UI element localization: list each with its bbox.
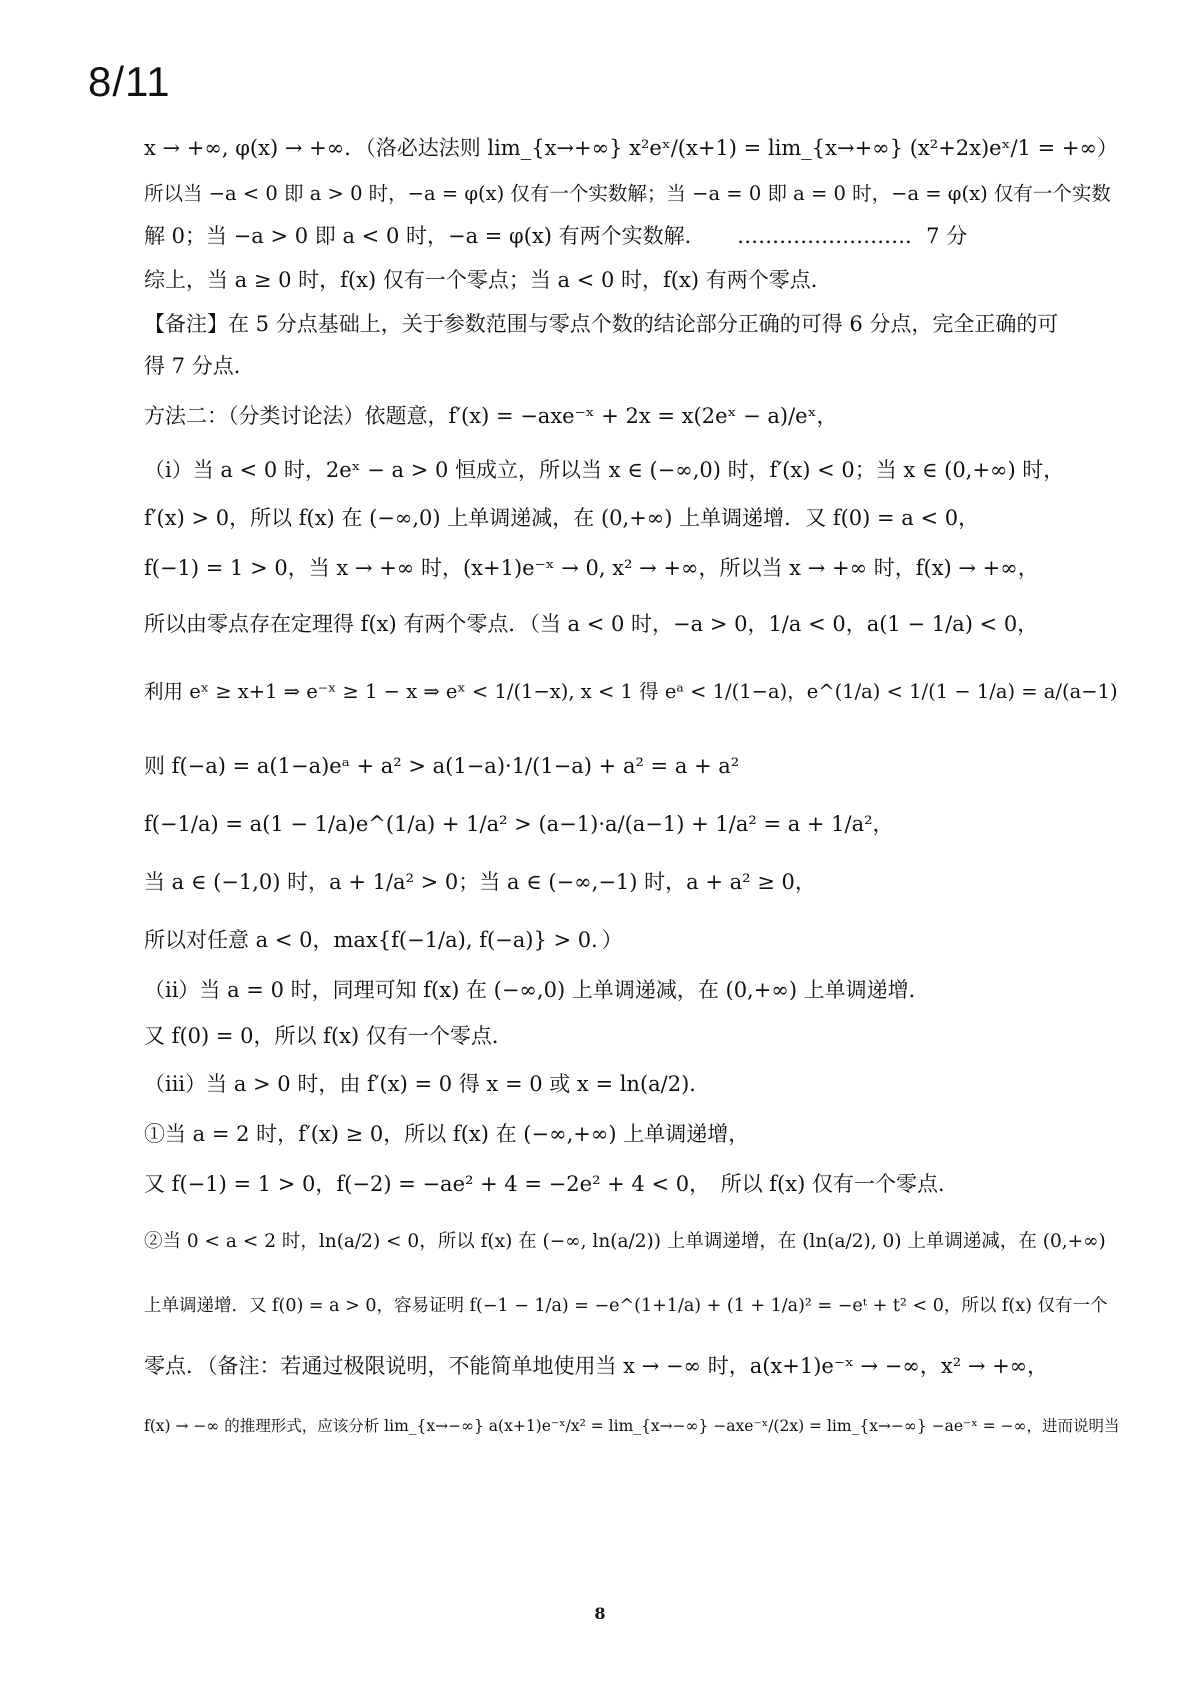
- text-line: f(x) → −∞ 的推理形式，应该分析 lim_{x→−∞} a(x+1)e⁻ˣ/x² = lim_{x→−∞} −axe⁻ˣ/(2x) = lim_{x→−∞} −ae⁻ˣ = −∞，进而说明当: [144, 1417, 1120, 1435]
- text-line: 零点．（备注：若通过极限说明，不能简单地使用当 x → −∞ 时，a(x+1)e⁻ˣ → −∞，x² → +∞，: [144, 1354, 1049, 1378]
- text-line: 解 0；当 −a > 0 即 a < 0 时，−a = φ(x) 有两个实数解． ……………………．7 分: [144, 224, 968, 248]
- page-number: 8: [594, 1604, 606, 1623]
- text-line: 又 f(−1) = 1 > 0，f(−2) = −ae² + 4 = −2e² + 4 < 0， 所以 f(x) 仅有一个零点．: [144, 1172, 959, 1196]
- text-line: （iii）当 a > 0 时，由 f′(x) = 0 得 x = 0 或 x = ln(a/2)．: [144, 1072, 711, 1096]
- text-line: 得 7 分点．: [144, 354, 255, 378]
- text-line: 利用 eˣ ≥ x+1 ⇒ e⁻ˣ ≥ 1 − x ⇒ eˣ < 1/(1−x), x < 1 得 eᵃ < 1/(1−a)，e^(1/a) < 1/(1 − 1/a) = a/(a−1): [144, 680, 1118, 703]
- text-line: x → +∞, φ(x) → +∞．（洛必达法则 lim_{x→+∞} x²eˣ/(x+1) = lim_{x→+∞} (x²+2x)eˣ/1 = +∞）: [144, 136, 1118, 160]
- text-line: ②当 0 < a < 2 时，ln(a/2) < 0，所以 f(x) 在 (−∞, ln(a/2)) 上单调递增，在 (ln(a/2), 0) 上单调递减，在 (0,+∞): [144, 1231, 1106, 1252]
- text-line: 所以对任意 a < 0，max{f(−1/a), f(−a)} > 0．）: [144, 928, 623, 952]
- text-line: 则 f(−a) = a(1−a)eᵃ + a² > a(1−a)·1/(1−a) + a² = a + a²: [144, 754, 740, 778]
- text-line: 综上，当 a ≥ 0 时，f(x) 仅有一个零点；当 a < 0 时，f(x) 有两个零点．: [144, 268, 832, 292]
- text-line: 所以当 −a < 0 即 a > 0 时，−a = φ(x) 仅有一个实数解；当 −a = 0 即 a = 0 时，−a = φ(x) 仅有一个实数: [144, 182, 1111, 205]
- text-line: 又 f(0) = 0，所以 f(x) 仅有一个零点．: [144, 1024, 513, 1048]
- text-line: 上单调递增．又 f(0) = a > 0，容易证明 f(−1 − 1/a) = −e^(1+1/a) + (1 + 1/a)² = −eᵗ + t² < 0，所以 f(x) 仅有一个: [144, 1296, 1108, 1316]
- text-line: （i）当 a < 0 时，2eˣ − a > 0 恒成立，所以当 x ∈ (−∞,0) 时，f′(x) < 0；当 x ∈ (0,+∞) 时，: [144, 458, 1065, 482]
- text-line: 方法二：（分类讨论法）依题意，f′(x) = −axe⁻ˣ + 2x = x(2eˣ − a)/eˣ，: [144, 404, 838, 428]
- text-line: 所以由零点存在定理得 f(x) 有两个零点．（当 a < 0 时，−a > 0，1/a < 0，a(1 − 1/a) < 0，: [144, 612, 1039, 636]
- text-line: f(−1/a) = a(1 − 1/a)e^(1/a) + 1/a² > (a−1)·a/(a−1) + 1/a² = a + 1/a²，: [144, 812, 894, 836]
- text-line: f(−1) = 1 > 0，当 x → +∞ 时，(x+1)e⁻ˣ → 0, x² → +∞，所以当 x → +∞ 时，f(x) → +∞，: [144, 556, 1039, 580]
- text-line: f′(x) > 0，所以 f(x) 在 (−∞,0) 上单调递减，在 (0,+∞) 上单调递增．又 f(0) = a < 0，: [144, 506, 980, 530]
- text-line: 当 a ∈ (−1,0) 时，a + 1/a² > 0；当 a ∈ (−∞,−1) 时，a + a² ≥ 0，: [144, 870, 816, 894]
- text-line: ①当 a = 2 时，f′(x) ≥ 0，所以 f(x) 在 (−∞,+∞) 上单调递增，: [144, 1122, 750, 1146]
- text-line: 【备注】在 5 分点基础上，关于参数范围与零点个数的结论部分正确的可得 6 分点，完全正确的可: [144, 312, 1059, 336]
- page-counter: 8/11: [88, 58, 171, 105]
- text-line: （ii）当 a = 0 时，同理可知 f(x) 在 (−∞,0) 上单调递减，在 (0,+∞) 上单调递增．: [144, 978, 930, 1002]
